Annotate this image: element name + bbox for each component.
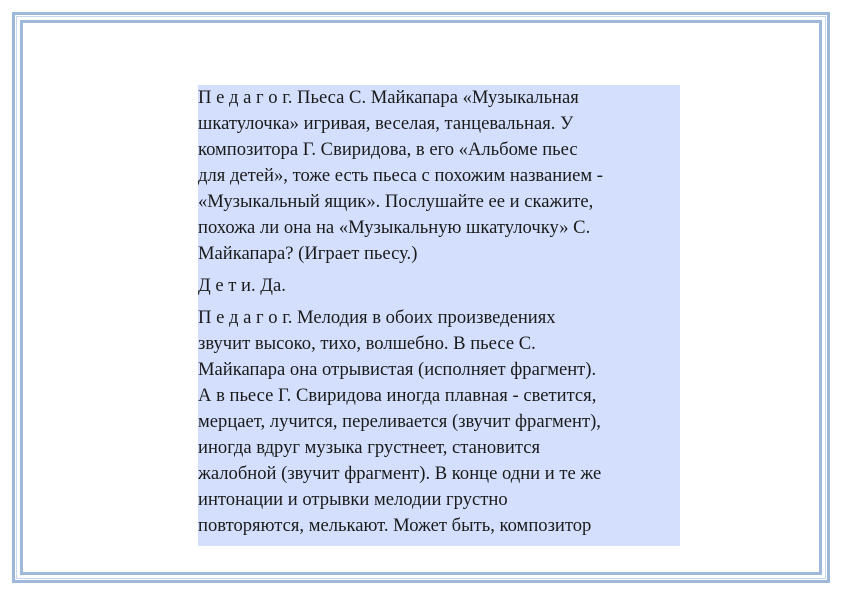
- paragraph-children: [198, 273, 680, 299]
- text-line: П е д а г о г. Мелодия в обоих произведениях: [198, 307, 556, 328]
- text-line: жалобной (звучит фрагмент). В конце одни и те же: [198, 463, 602, 484]
- text-line: композитора Г. Свиридова, в его «Альбоме пьес: [198, 139, 578, 160]
- text-line: Д е т и. Да.: [198, 275, 286, 296]
- paragraph-teacher-1: [198, 85, 680, 267]
- text-line: повторяются, мелькают. Может быть, композитор: [198, 515, 592, 536]
- paragraph-teacher-2: [198, 305, 680, 539]
- text-line: шкатулочка» игривая, веселая, танцевальная. У: [198, 113, 574, 134]
- dialogue-text-block: [198, 85, 680, 546]
- text-line: А в пьесе Г. Свиридова иногда плавная - светится,: [198, 385, 597, 406]
- text-line: похожа ли она на «Музыкальную шкатулочку» С.: [198, 217, 591, 238]
- text-line: для детей», тоже есть пьеса с похожим названием -: [198, 165, 603, 186]
- text-line: интонации и отрывки мелодии грустно: [198, 489, 508, 510]
- text-line: Майкапара она отрывистая (исполняет фрагмент).: [198, 359, 597, 380]
- text-line: «Музыкальный ящик». Послушайте ее и скажите,: [198, 191, 594, 212]
- text-line: Майкапара? (Играет пьесу.): [198, 243, 418, 264]
- text-line: иногда вдруг музыка грустнеет, становится: [198, 437, 541, 458]
- text-line: П е д а г о г. Пьеса С. Майкапара «Музыкальная: [198, 87, 579, 108]
- text-line: звучит высоко, тихо, волшебно. В пьесе С.: [198, 333, 536, 354]
- text-line: мерцает, лучится, переливается (звучит фрагмент),: [198, 411, 601, 432]
